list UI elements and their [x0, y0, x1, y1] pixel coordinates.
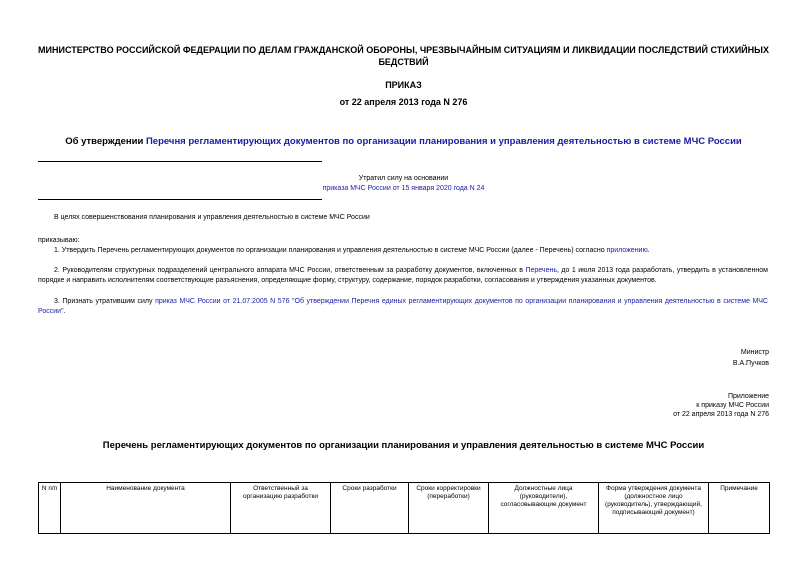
- item-1-text: 1. Утвердить Перечень регламентирующих документов по организации планирования и управления деятельностью в системе МЧС России (далее - Перечень) согласно: [54, 247, 607, 254]
- item-2-text-b: , до 1 июля 2013 года разработать, утвердить в установленном порядке и направить исполнителям соответствующие разъяснения, определяющие форму, структуру, содержание, порядок разработки, согласования и утверждения указанных документов.: [38, 267, 768, 284]
- item-2: [38, 266, 768, 286]
- document-type: ПРИКАЗ: [385, 80, 422, 90]
- appendix-ref: к приказу МЧС России: [696, 402, 769, 409]
- divider-bottom: [38, 199, 322, 200]
- lost-force-link[interactable]: приказа МЧС России от 15 января 2020 года N 24: [322, 185, 485, 192]
- col-responsible: Ответственный за организацию разработки: [231, 483, 331, 534]
- document-title: [0, 136, 807, 147]
- item-1-end: .: [647, 247, 650, 254]
- order-word: приказываю:: [38, 237, 80, 244]
- intro-paragraph: В целях совершенствования планирования и управления деятельностью в системе МЧС России: [54, 214, 370, 221]
- ministry-heading: МИНИСТЕРСТВО РОССИЙСКОЙ ФЕДЕРАЦИИ ПО ДЕЛАМ ГРАЖДАНСКОЙ ОБОРОНЫ, ЧРЕЗВЫЧАЙНЫМ СИТУАЦИЯМ И ЛИКВИДАЦИИ ПОСЛЕДСТВИЙ СТИХИЙНЫХ БЕДСТВИЙ: [38, 45, 769, 67]
- appendix-label: Приложение: [727, 393, 769, 400]
- divider-top: [38, 161, 322, 162]
- title-prefix: Об утверждении: [65, 136, 146, 147]
- item-1: [38, 246, 768, 256]
- item-3-end: .: [63, 308, 66, 315]
- col-document-name: Наименование документа: [61, 483, 231, 534]
- lost-force-label: Утратил силу на основании: [358, 175, 449, 182]
- col-note: Примечание: [709, 483, 770, 534]
- signature-position: Министр: [740, 349, 769, 356]
- repealed-order-link[interactable]: приказ МЧС России от 21.07.2005 N 576 "Об утверждении Перечня единых регламентирующих документов по организации планирования и управления деятельностью в системе МЧС России": [38, 298, 768, 315]
- title-link[interactable]: Перечня регламентирующих документов по организации планирования и управления деятельностью в системе МЧС России: [145, 136, 742, 147]
- appendix-date: от 22 апреля 2013 года N 276: [673, 411, 769, 418]
- col-number: N п/п: [39, 483, 61, 534]
- table-header-row: [39, 483, 770, 534]
- list-title: Перечень регламентирующих документов по организации планирования и управления деятельностью в системе МЧС России: [102, 440, 705, 451]
- item-2-text-a: 2. Руководителям структурных подразделений центрального аппарата МЧС России, ответственным за разработку документов, включенных в: [54, 267, 526, 274]
- item-3-text: 3. Признать утратившим силу: [54, 298, 156, 305]
- item-3: [38, 297, 768, 317]
- appendix-link[interactable]: приложению: [606, 247, 648, 254]
- col-approving-officials: Должностные лица (руководители), согласовывающие документ: [489, 483, 599, 534]
- signature-name: В.А.Пучков: [732, 360, 769, 367]
- col-development-terms: Сроки разработки: [331, 483, 409, 534]
- col-revision-terms: Сроки корректировки (переработки): [409, 483, 489, 534]
- list-link[interactable]: Перечень: [525, 267, 557, 274]
- col-approval-form: Форма утверждения документа (должностное лицо (руководитель), утверждающий, подписывающий документ): [599, 483, 709, 534]
- documents-table: [38, 482, 770, 534]
- order-date: от 22 апреля 2013 года N 276: [339, 97, 468, 107]
